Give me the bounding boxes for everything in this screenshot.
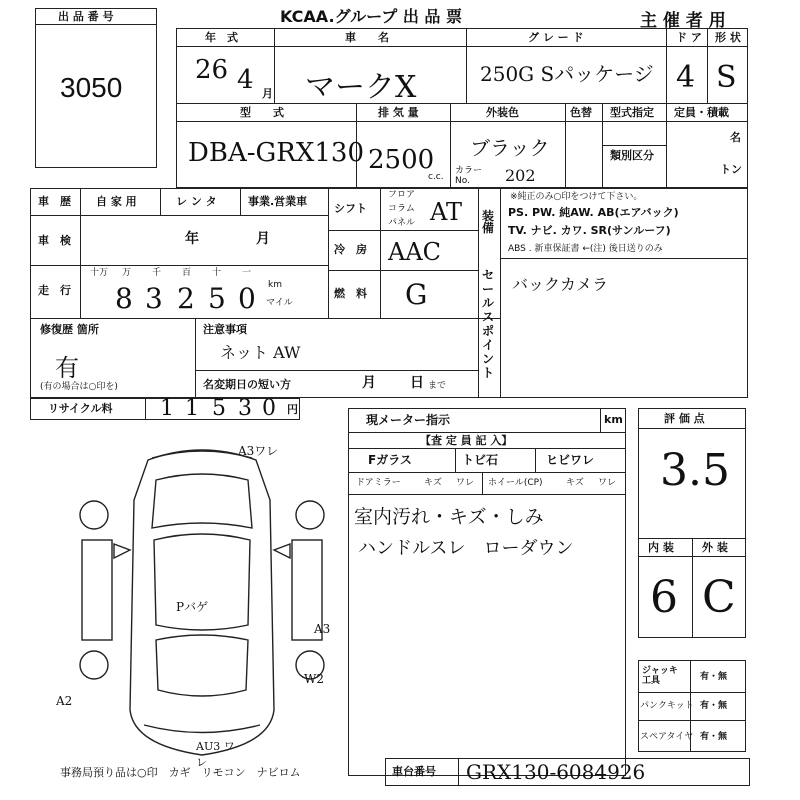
ac-label: 冷 房 xyxy=(334,243,367,256)
interior-label: 内 装 xyxy=(648,541,674,554)
recycle-digit: 1 xyxy=(185,396,199,421)
damage-mark-au3: AU3 ワレ xyxy=(196,740,235,769)
recycle-fee-unit: 円 xyxy=(287,403,298,416)
rating-label: 評 価 点 xyxy=(664,412,705,425)
meter-unit: km xyxy=(604,413,623,426)
mileage-header: 千 xyxy=(152,268,162,278)
mileage-label: 走 行 xyxy=(38,284,71,297)
damage-mark-a2: A2 xyxy=(56,694,73,708)
mileage-digit: 8 xyxy=(115,282,133,315)
lot-number: 3050 xyxy=(60,72,123,103)
wheel-label: ホイール(CP) xyxy=(488,478,543,488)
doors-label: ド ア xyxy=(676,31,702,44)
recycle-fee-label: リサイクル料 xyxy=(48,402,113,415)
door-mirror-label: ドアミラー xyxy=(356,478,401,488)
remark-line-2: ハンドルスレ ローダウン xyxy=(358,538,574,559)
repair-note: (有の場合は○印を) xyxy=(40,382,118,392)
capacity-label: 定員・積載 xyxy=(674,106,729,119)
fuel-label: 燃 料 xyxy=(334,287,367,300)
year-label: 年 式 xyxy=(205,31,238,44)
grade-value: 250G Sパッケージ xyxy=(480,62,654,86)
equipment-instruction: ※純正のみ○印をつけて下さい。 xyxy=(510,192,643,202)
mileage-digit: 3 xyxy=(145,282,163,315)
deadline-label: 名変期日の短い方 xyxy=(203,378,291,391)
remark-line-1: 室内汚れ・キズ・しみ xyxy=(354,506,544,528)
jack-label: ジャッキ工具 xyxy=(642,666,678,686)
color-number-label: カラー No. xyxy=(455,166,483,186)
sales-point-label: セールスポイント xyxy=(482,268,495,380)
model-label: 型 式 xyxy=(240,106,284,119)
damage-mark-w2: W2 xyxy=(304,672,324,686)
organizer-label: 主 催 者 用 xyxy=(640,11,726,31)
grade-label: グ レ ー ド xyxy=(528,31,584,44)
inspection-year: 年 xyxy=(185,231,199,247)
color-value: ブラック xyxy=(470,136,550,160)
mileage-header: 十 xyxy=(212,268,222,278)
damage-mark-a3-crack: A3ワレ xyxy=(238,444,279,458)
month-value: 4 xyxy=(237,65,254,95)
capacity-unit-tons: トン xyxy=(720,163,742,176)
displacement-label: 排 気 量 xyxy=(378,106,419,119)
mirror-crack[interactable]: ワレ xyxy=(456,478,475,488)
wheel-crack[interactable]: ワレ xyxy=(598,478,617,488)
month-suffix: 月 xyxy=(262,87,273,100)
jack-value[interactable]: 有・無 xyxy=(700,672,728,682)
deadline-suffix: まで xyxy=(428,381,447,391)
glass-label: Fガラス xyxy=(368,453,412,467)
car-name-label: 車 名 xyxy=(345,31,389,44)
chassis-value: GRX130-6084926 xyxy=(466,760,646,784)
recycle-digit: 0 xyxy=(262,396,276,421)
mileage-digit: 0 xyxy=(238,282,256,315)
history-option-business[interactable]: 事業.営業車 xyxy=(248,195,308,208)
body-label: 形 状 xyxy=(715,31,741,44)
shift-option-floor[interactable]: フロア xyxy=(388,190,416,200)
sales-point-value: バックカメラ xyxy=(512,275,609,294)
spare-tire-value[interactable]: 有・無 xyxy=(700,732,728,742)
color-number-value: 202 xyxy=(505,166,536,185)
shift-option-column[interactable]: コラム xyxy=(388,204,415,214)
type-spec-label: 型式指定 xyxy=(610,106,654,119)
history-option-private[interactable]: 自 家 用 xyxy=(96,195,137,208)
mileage-digit: 2 xyxy=(177,282,195,315)
mileage-unit-km: km xyxy=(268,280,282,290)
inspection-label: 車 検 xyxy=(38,234,71,247)
recycle-digit: 1 xyxy=(160,396,174,421)
year-value: 26 xyxy=(195,55,229,85)
repair-value: 有 xyxy=(55,354,79,382)
recycle-digit: 3 xyxy=(238,396,252,421)
mileage-unit-mile: マイル xyxy=(266,298,293,308)
model-value: DBA-GRX130 xyxy=(188,138,364,168)
color-label: 外装色 xyxy=(486,106,519,119)
notes-label: 注意事項 xyxy=(203,323,247,336)
lot-number-label: 出 品 番 号 xyxy=(58,10,114,23)
chassis-label: 車台番号 xyxy=(392,765,436,778)
wheel-scratch[interactable]: キズ xyxy=(566,478,584,488)
displacement-value: 2500 xyxy=(368,145,435,175)
damage-mark-p: Pバゲ xyxy=(176,600,209,614)
shift-label: シフト xyxy=(334,202,367,215)
equipment-label: 装備 xyxy=(482,209,495,235)
deadline-month: 月 xyxy=(362,375,376,391)
equipment-line-1: PS. PW. 純AW. AB(エアバック) xyxy=(508,206,679,219)
notes-value: ネット AW xyxy=(220,343,301,362)
exterior-label: 外 装 xyxy=(702,541,728,554)
fuel-value: G xyxy=(405,278,428,311)
crack-label[interactable]: ヒビワレ xyxy=(546,453,595,467)
equipment-line-3: ABS . 新車保証書 ←(注) 後日送りのみ xyxy=(508,244,663,254)
mileage-digit: 5 xyxy=(208,282,226,315)
puncture-kit-value[interactable]: 有・無 xyxy=(700,701,728,711)
recycle-digit: 5 xyxy=(212,396,226,421)
chip-label[interactable]: トビ石 xyxy=(462,453,499,467)
puncture-kit-label: パンクキット xyxy=(640,701,694,711)
body-value: S xyxy=(716,60,737,95)
doors-value: 4 xyxy=(676,60,696,95)
class-label: 類別区分 xyxy=(610,149,654,162)
repair-label: 修復歴 箇所 xyxy=(40,323,99,336)
damage-mark-a3: A3 xyxy=(314,622,331,636)
displacement-unit: c.c. xyxy=(428,172,444,182)
meter-label: 現メーター指示 xyxy=(366,413,451,427)
mirror-scratch[interactable]: キズ xyxy=(424,478,442,488)
mileage-header: 十万 xyxy=(90,268,109,278)
history-label: 車 歴 xyxy=(38,195,71,208)
mileage-header: 一 xyxy=(242,268,252,278)
mileage-header: 百 xyxy=(182,268,192,278)
deadline-day: 日 xyxy=(410,375,424,391)
car-name-value: マークX xyxy=(305,70,417,105)
exterior-value: C xyxy=(702,572,736,623)
shift-value: AT xyxy=(430,198,463,226)
interior-value: 6 xyxy=(650,572,678,623)
form-title: KCAA.グループ 出 品 票 xyxy=(280,7,462,26)
capacity-unit-persons: 名 xyxy=(730,131,741,144)
color-change-label: 色替 xyxy=(570,106,592,119)
inspection-month: 月 xyxy=(256,231,270,247)
history-option-rental[interactable]: レ ン タ xyxy=(176,195,217,208)
shift-option-panel[interactable]: パネル xyxy=(388,218,416,228)
ac-value: AAC xyxy=(388,238,442,266)
office-note: 事務局預り品は○印 カギ リモコン ナビロム xyxy=(60,766,301,779)
spare-tire-label: スペアタイヤ xyxy=(640,732,694,742)
mileage-header: 万 xyxy=(122,268,132,278)
rating-score: 3.5 xyxy=(660,445,730,496)
inspector-label: 【査 定 員 記 入】 xyxy=(420,434,513,447)
equipment-line-2: TV. ナビ. カワ. SR(サンルーフ) xyxy=(508,224,671,237)
